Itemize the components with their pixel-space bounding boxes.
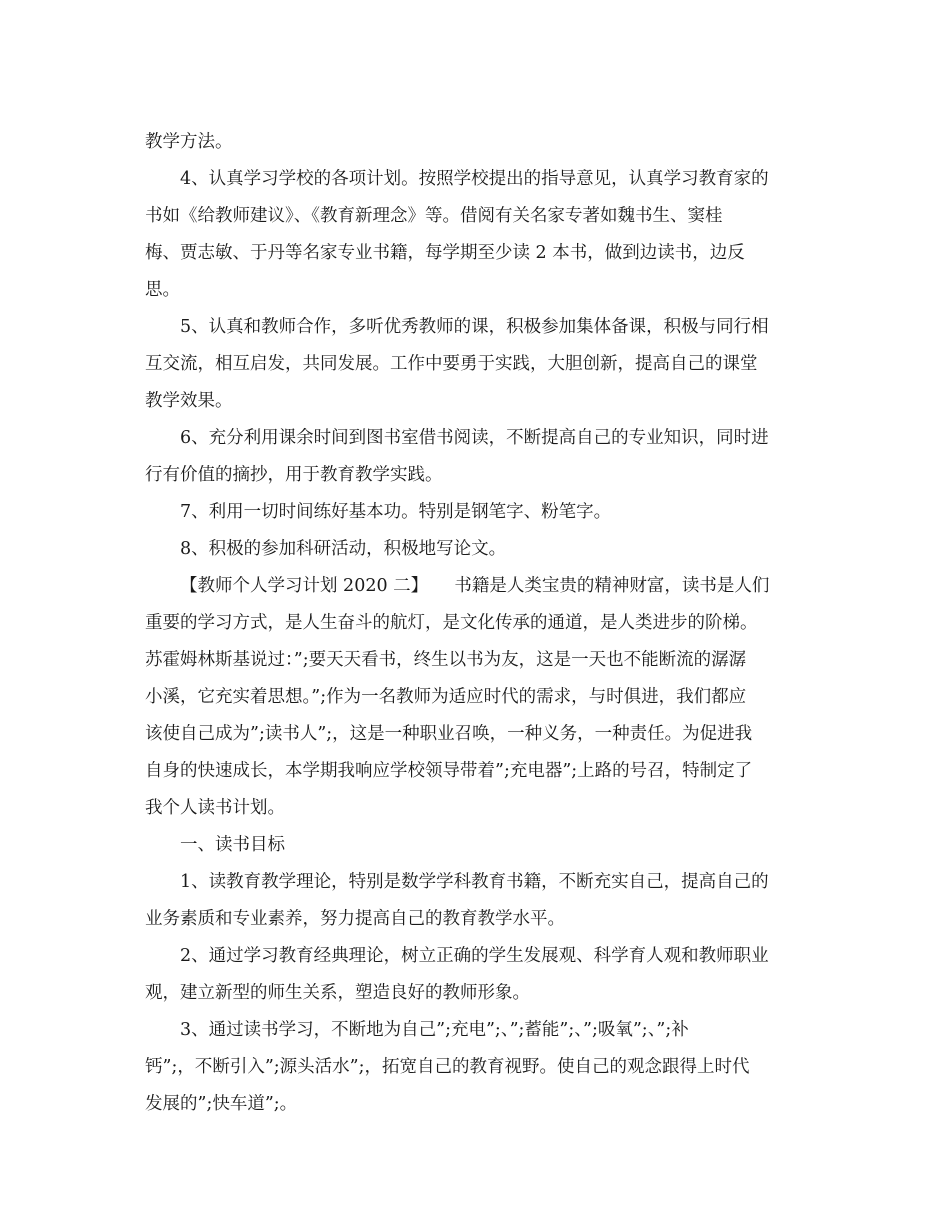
- text-line: 苏霍姆林斯基说过：”;要天天看书，终生以书为友，这是一天也不能断流的潺潺: [145, 650, 747, 670]
- text-line: 观，建立新型的师生关系，塑造良好的教师形象。: [145, 983, 530, 1003]
- text-line: 业务素质和专业素养，努力提高自己的教育教学水平。: [145, 909, 565, 929]
- text-line: 4、认真学习学校的各项计划。按照学校提出的指导意见，认真学习教育家的: [180, 169, 769, 189]
- text-line: 思。: [145, 280, 180, 300]
- text-line: 7、利用一切时间练好基本功。特别是钢笔字、粉笔字。: [180, 502, 612, 522]
- text-line: 6、充分利用课余时间到图书室借书阅读，不断提高自己的专业知识，同时进: [180, 428, 769, 448]
- text-line: 2、通过学习教育经典理论，树立正确的学生发展观、科学育人观和教师职业: [180, 946, 769, 966]
- text-line: 8、积极的参加科研活动，积极地写论文。: [180, 539, 507, 559]
- text-line: 梅、贾志敏、于丹等名家专业书籍，每学期至少读 2 本书，做到边读书，边反: [145, 243, 745, 263]
- text-line: 书如《给教师建议》、《教育新理念》等。借阅有关名家专著如魏书生、窦桂: [145, 206, 723, 226]
- text-line: 行有价值的摘抄，用于教育教学实践。: [145, 465, 443, 485]
- text-line: 该使自己成为”;读书人”;，这是一种职业召唤，一种义务，一种责任。为促进我: [145, 724, 753, 744]
- section-heading-line: 【教师个人学习计划 2020 二】 书籍是人类宝贵的精神财富，读书是人们: [180, 576, 770, 596]
- text-line: 教学方法。: [145, 132, 233, 152]
- text-line: 5、认真和教师合作，多听优秀教师的课，积极参加集体备课，积极与同行相: [180, 317, 769, 337]
- text-line: 教学效果。: [145, 391, 233, 411]
- text-line: 我个人读书计划。: [145, 798, 285, 818]
- text-line: 自身的快速成长，本学期我响应学校领导带着”;充电器”;上路的号召，特制定了: [145, 761, 753, 781]
- text-line: 钙”;，不断引入”;源头活水”;，拓宽自己的教育视野。使自己的观念跟得上时代: [145, 1057, 750, 1077]
- subheading-line: 一、读书目标: [180, 835, 285, 855]
- text-line: 重要的学习方式，是人生奋斗的航灯，是文化传承的通道，是人类进步的阶梯。: [145, 613, 758, 633]
- text-line: 发展的”;快车道”;。: [145, 1094, 298, 1114]
- text-line: 1、读教育教学理论，特别是数学学科教育书籍，不断充实自己，提高自己的: [180, 872, 769, 892]
- text-line: 互交流，相互启发，共同发展。工作中要勇于实践，大胆创新，提高自己的课堂: [145, 354, 758, 374]
- text-line: 小溪，它充实着思想。”;作为一名教师为适应时代的需求，与时俱进，我们都应: [145, 687, 747, 707]
- text-line: 3、通过读书学习，不断地为自己”;充电”;、”;蓄能”;、”;吸氧”;、”;补: [180, 1020, 689, 1040]
